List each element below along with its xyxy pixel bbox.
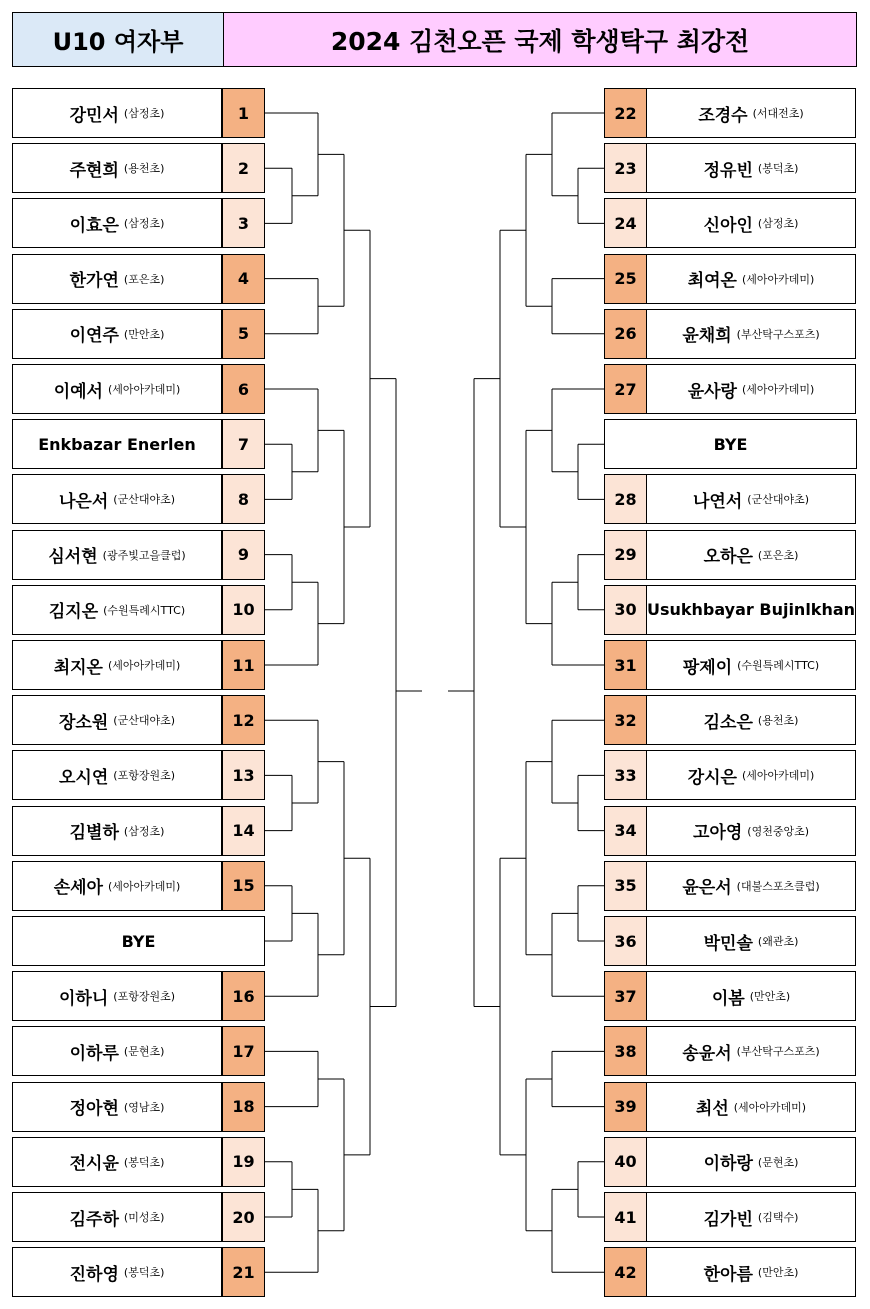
player-name: 이하니 [59,988,109,1009]
player-name: 윤사랑 [687,381,737,402]
player-name: BYE [121,931,156,951]
player-school: (세아아카데미) [107,879,181,893]
seed-number: 41 [604,1192,647,1242]
seed-number: 42 [604,1247,647,1297]
player-name-box [646,806,856,856]
player-school: (부산탁구스포츠) [736,1045,820,1059]
seed-number: 2 [222,143,265,193]
player-school: (포은초) [757,548,799,562]
player-name-box [646,695,856,745]
seed-number: 25 [604,254,647,304]
seed-number: 34 [604,806,647,856]
player-name-box [12,971,222,1021]
player-school: (세아아카데미) [107,383,181,396]
player-school: (세아아카데미) [107,659,181,672]
player-school: (삼정초) [123,824,165,838]
player-name-box [12,474,222,524]
player-name-box [646,254,856,304]
player-slot [604,1026,857,1076]
player-name: 조경수 [698,105,748,126]
player-name-box [12,1192,222,1242]
seed-number: 21 [222,1247,265,1297]
player-school: (만안초) [123,327,165,341]
player-name: BYE [713,434,748,454]
player-slot [12,806,265,856]
player-slot [604,309,857,359]
player-school: (포은초) [123,272,165,286]
player-slot [12,419,265,469]
player-slot [12,640,265,690]
seed-number: 16 [222,971,265,1021]
player-name: 최지온 [53,657,103,678]
player-school: (영남초) [123,1100,165,1114]
player-name: 오하은 [703,547,753,568]
player-name-box [12,585,222,635]
seed-number: 19 [222,1137,265,1187]
player-name: 송윤서 [682,1043,732,1064]
player-name-box [646,585,856,635]
player-name: 김소은 [703,712,753,733]
player-slot [604,1247,857,1297]
seed-number: 22 [604,88,647,138]
seed-number: 12 [222,695,265,745]
player-school: (삼정초) [123,107,165,120]
player-name: 주현희 [69,160,119,181]
player-school: (용천초) [123,162,165,176]
player-name-box [646,143,856,193]
player-school: (봉덕초) [757,162,799,176]
player-name-box [646,1026,856,1076]
player-school: (부산탁구스포츠) [736,327,820,341]
tournament-title: 2024 김천오픈 국제 학생탁구 최강전 [223,12,857,67]
player-slot [12,585,265,635]
player-name-box [12,750,222,800]
player-name: 이예서 [53,381,103,402]
seed-number: 4 [222,254,265,304]
player-name: 윤채희 [682,326,732,347]
seed-number: 39 [604,1082,647,1132]
player-slot [12,916,265,966]
seed-number: 18 [222,1082,265,1132]
player-slot [604,695,857,745]
player-school: (문현초) [757,1155,799,1169]
player-name-box [12,1137,222,1187]
player-name-box [12,916,265,966]
player-name: 나은서 [59,491,109,512]
player-name: 최선 [695,1099,729,1120]
player-name-box [646,971,856,1021]
player-school: (대불스포츠클럽) [736,879,820,893]
seed-number: 7 [222,419,265,469]
player-name: Enkbazar Enerlen [38,434,196,454]
player-school: (군산대야초) [747,493,809,507]
player-slot [12,1247,265,1297]
player-name: 한아름 [703,1264,753,1285]
seed-number: 15 [222,861,265,911]
seed-number: 23 [604,143,647,193]
player-name-box [12,254,222,304]
player-slot [604,806,857,856]
player-name-box [646,1137,856,1187]
player-school: (왜관초) [757,935,799,948]
player-slot [604,364,857,414]
player-slot [12,750,265,800]
player-school: (영천중앙초) [747,824,809,838]
player-name-box [646,474,856,524]
player-slot [604,750,857,800]
seed-number: 10 [222,585,265,635]
player-name: 최여온 [687,271,737,292]
player-school: (김택수) [757,1211,799,1224]
player-slot [604,971,857,1021]
player-slot [12,474,265,524]
player-name: 정유빈 [703,160,753,181]
player-name-box [12,419,222,469]
player-slot [12,530,265,580]
player-name-box [12,309,222,359]
player-name: 이효은 [69,215,119,236]
seed-number: 36 [604,916,647,966]
player-school: (삼정초) [123,217,165,231]
player-name: 오시연 [59,767,109,788]
player-slot [604,198,857,248]
player-name-box [646,640,856,690]
seed-number: 27 [604,364,647,414]
seed-number: 32 [604,695,647,745]
player-name: 강민서 [69,105,119,126]
seed-number: 24 [604,198,647,248]
player-name: 강시은 [687,767,737,788]
player-slot [604,143,857,193]
player-name: 전시윤 [69,1154,119,1175]
player-name: 정아현 [69,1099,119,1120]
player-school: (수원특례시TTC) [103,603,186,617]
player-name-box [12,861,222,911]
player-name-box [12,1082,222,1132]
player-slot [12,971,265,1021]
player-name-box [12,364,222,414]
player-slot [12,1082,265,1132]
player-slot [604,861,857,911]
player-name-box [12,640,222,690]
player-name: 이봄 [711,988,745,1009]
seed-number: 33 [604,750,647,800]
player-school: (포항장원초) [113,990,175,1004]
player-name: 박민솔 [703,933,753,954]
player-name-box [646,364,856,414]
player-slot [12,1137,265,1187]
player-slot [12,1192,265,1242]
player-slot [604,419,857,469]
player-school: (세아아카데미) [741,383,815,396]
player-school: (만안초) [757,1266,799,1280]
player-slot [604,1192,857,1242]
player-slot [604,1082,857,1132]
seed-number: 8 [222,474,265,524]
player-slot [604,254,857,304]
player-name-box [646,198,856,248]
player-name: 이하루 [69,1043,119,1064]
seed-number: 11 [222,640,265,690]
seed-number: 40 [604,1137,647,1187]
player-name: 고아영 [693,823,743,844]
seed-number: 3 [222,198,265,248]
seed-number: 31 [604,640,647,690]
player-school: (수원특례시TTC) [737,659,820,672]
player-name: 손세아 [53,878,103,899]
seed-number: 28 [604,474,647,524]
player-school: (광주빛고을클럽) [102,548,186,562]
seed-number: 26 [604,309,647,359]
seed-number: 9 [222,530,265,580]
seed-number: 37 [604,971,647,1021]
player-name-box [12,695,222,745]
player-name: 이연주 [69,326,119,347]
player-name: 한가연 [69,271,119,292]
player-school: (삼정초) [757,217,799,231]
player-slot [604,585,857,635]
player-name: 김주하 [69,1209,119,1230]
player-slot [12,861,265,911]
player-slot [12,254,265,304]
player-name: 신아인 [703,215,753,236]
player-name-box [646,1192,856,1242]
player-school: (세아아카데미) [741,769,815,783]
player-name: Usukhbayar Bujinlkhan [646,600,856,620]
player-name-box [646,1082,856,1132]
player-name-box [646,861,856,911]
player-slot [12,143,265,193]
player-slot [604,916,857,966]
player-name-box [646,916,856,966]
seed-number: 5 [222,309,265,359]
player-name-box [12,1026,222,1076]
player-name-box [12,143,222,193]
player-school: (세아아카데미) [733,1100,807,1114]
seed-number: 20 [222,1192,265,1242]
player-name-box [604,419,857,469]
player-name-box [12,806,222,856]
player-name-box [12,530,222,580]
player-name: 진하영 [69,1264,119,1285]
player-name: 김지온 [48,602,99,623]
player-school: (군산대야초) [113,493,175,507]
player-name: 심서현 [48,547,98,568]
player-name-box [646,530,856,580]
player-school: (봉덕초) [123,1155,165,1169]
player-school: (문현초) [123,1045,165,1059]
player-slot [12,198,265,248]
player-school: (용천초) [757,714,799,728]
player-name: 나연서 [693,491,743,512]
player-name-box [12,1247,222,1297]
seed-number: 13 [222,750,265,800]
player-slot [604,88,857,138]
player-school: (만안초) [749,990,791,1004]
player-slot [604,1137,857,1187]
player-name: 김가빈 [703,1209,753,1230]
player-slot [12,695,265,745]
seed-number: 38 [604,1026,647,1076]
player-name-box [12,198,222,248]
player-name: 윤은서 [682,878,732,899]
seed-number: 30 [604,585,647,635]
player-school: (세아아카데미) [741,272,815,286]
player-name-box [12,88,222,138]
seed-number: 14 [222,806,265,856]
seed-number: 1 [222,88,265,138]
player-school: (봉덕초) [123,1266,165,1280]
player-name: 김별하 [69,823,119,844]
seed-number: 29 [604,530,647,580]
player-slot [604,530,857,580]
player-school: (군산대야초) [113,714,175,728]
player-name-box [646,1247,856,1297]
player-name-box [646,88,856,138]
player-name: 장소원 [59,712,109,733]
player-slot [12,364,265,414]
seed-number: 35 [604,861,647,911]
player-name: 이하랑 [703,1154,753,1175]
seed-number: 6 [222,364,265,414]
division-label: U10 여자부 [12,12,224,67]
player-school: (포항장원초) [113,769,175,783]
player-name: 팡제이 [682,657,733,678]
player-slot [604,474,857,524]
player-slot [12,88,265,138]
player-slot [12,309,265,359]
player-school: (서대전초) [752,107,804,120]
player-name-box [646,309,856,359]
player-school: (미성초) [123,1211,165,1224]
player-slot [12,1026,265,1076]
player-slot [604,640,857,690]
player-name-box [646,750,856,800]
seed-number: 17 [222,1026,265,1076]
